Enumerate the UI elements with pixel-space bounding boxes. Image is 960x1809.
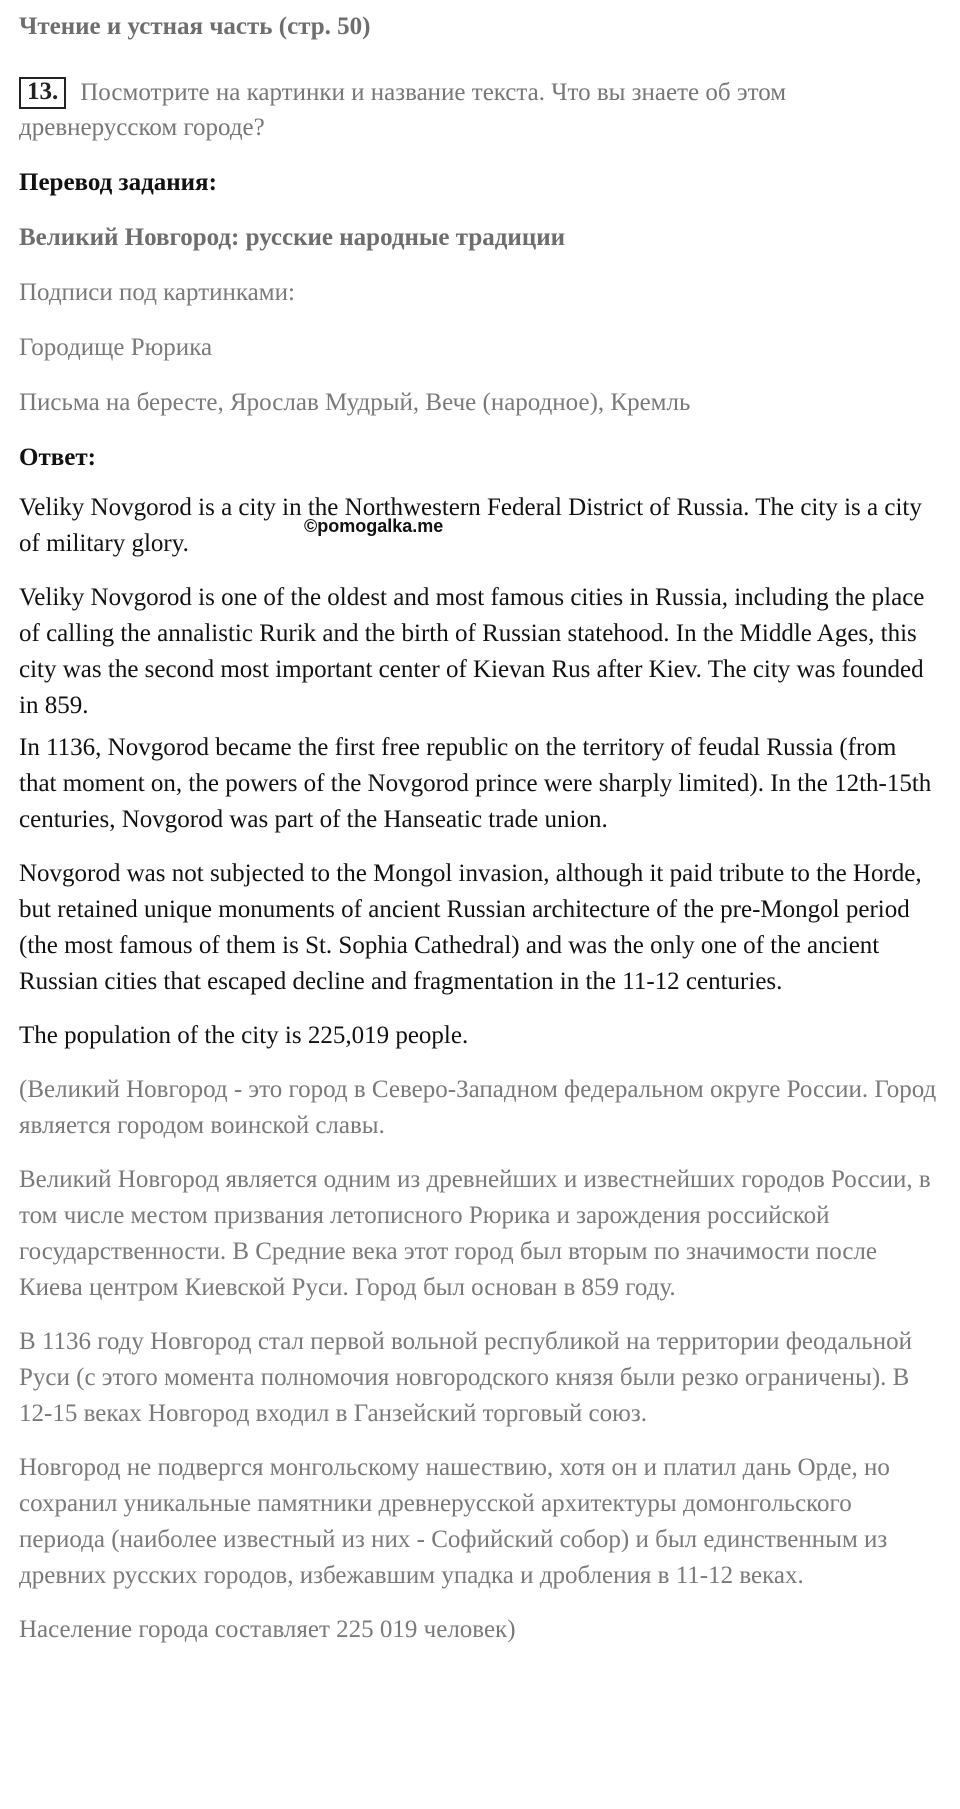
ru-paragraph-1: (Великий Новгород - это город в Северо-Западном федеральном округе России. Город является городом воинской славы. (19, 1076, 937, 1139)
caption-2: Письма на бересте, Ярослав Мудрый, Вече (народное), Кремль (19, 389, 691, 416)
caption-1: Городище Рюрика (19, 334, 213, 361)
ru-paragraph-4: Новгород не подвергся монгольскому нашествию, хотя он и платил дань Орде, но сохранил уникальные памятники древнерусской архитектуры домонгольского периода (наиболее известный из них - Софийский собор) и был единственным из древних русских городов, избежавшим упадка и дробления в 11-12 веках. (19, 1454, 890, 1589)
task-number-badge: 13. (19, 77, 66, 109)
en-paragraph-3: In 1136, Novgorod became the first free republic on the territory of feudal Russia (from that moment on, the powers of the Novgorod prince were sharply limited). In the 12th-15th centuries, Novgorod was part of the Hanseatic trade union. (19, 734, 932, 833)
en-paragraph-5: The population of the city is 225,019 people. (19, 1022, 469, 1049)
captions-label: Подписи под картинками: (19, 279, 295, 306)
section-heading: Чтение и устная часть (стр. 50) (19, 13, 371, 40)
watermark: ©pomogalka.me (304, 516, 444, 536)
ru-paragraph-3: В 1136 году Новгород стал первой вольной республикой на территории феодальной Руси (с этого момента полномочия новгородского князя были резко ограничены). В 12-15 веках Новгород входил в Ганзейский торговый союз. (19, 1328, 912, 1427)
answer-label: Ответ: (19, 444, 96, 471)
en-paragraph-2: Veliky Novgorod is one of the oldest and most famous cities in Russia, including the place of calling the annalistic Rurik and the birth of Russian statehood. In the Middle Ages, this city was the second most important center of Kievan Rus after Kiev. The city was founded in 859. (19, 584, 925, 719)
en-paragraph-1: Veliky Novgorod is a city in the Northwestern Federal District of Russia. The city is a city of military glory. (19, 494, 922, 557)
ru-paragraph-5: Население города составляет 225 019 человек) (19, 1616, 516, 1643)
task-block (19, 75, 939, 145)
translation-label: Перевод задания: (19, 169, 217, 196)
document-page (19, 0, 939, 1648)
en-paragraph-4: Novgorod was not subjected to the Mongol invasion, although it paid tribute to the Horde, but retained unique monuments of ancient Russian architecture of the pre-Mongol period (the most famous of them is St. Sophia Cathedral) and was the only one of the ancient Russian cities that escaped decline and fragmentation in the 11-12 centuries. (19, 860, 922, 995)
text-title: Великий Новгород: русские народные традиции (19, 224, 566, 251)
ru-paragraph-2: Великий Новгород является одним из древнейших и известнейших городов России, в том числе местом призвания летописного Рюрика и зарождения российской государственности. В Средние века этот город был вторым по значимости после Киева центром Киевской Руси. Город был основан в 859 году. (19, 1166, 931, 1301)
task-text: Посмотрите на картинки и название текста. Что вы знаете об этом древнерусском городе? (19, 79, 787, 141)
